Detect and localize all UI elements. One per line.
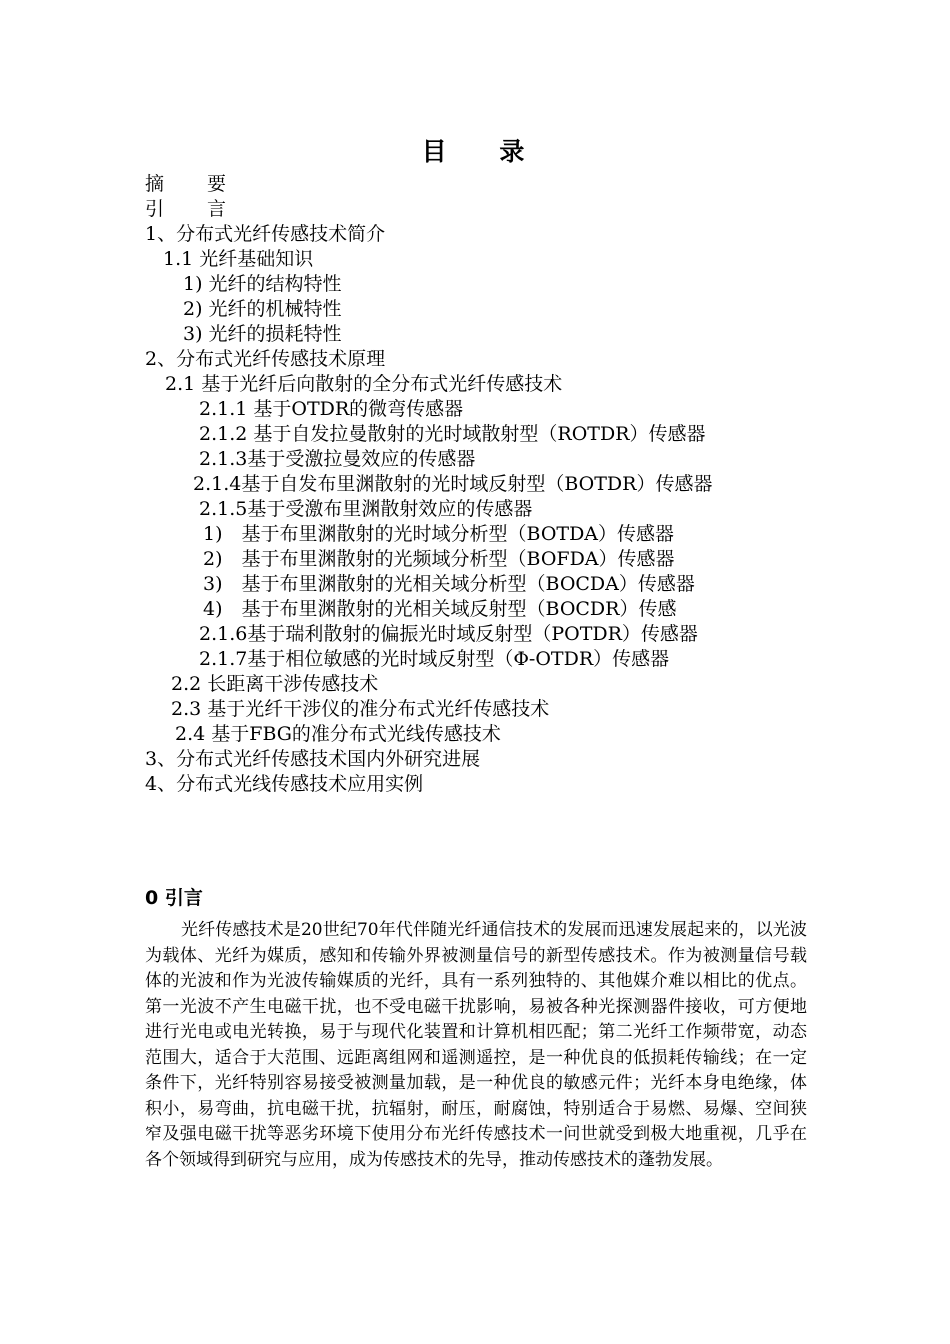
toc-entry: 2) 光纤的机械特性 (183, 298, 342, 320)
toc-entry: 1) 基于布里渊散射的光时域分析型（BOTDA）传感器 (203, 523, 675, 545)
intro-paragraph: 光纤传感技术是20世纪70年代伴随光纤通信技术的发展而迅速发展起来的，以光波为载体、光纤为媒质，感知和传输外界被测量信号的新型传感技术。作为被测量信号载体的光波和作为光波传输媒质的光纤，具有一系列独特的、其他媒介难以相比的优点。第一光波不产生电磁干扰，也不受电磁干扰影响，易被各种光探测器件接收，可方便地进行光电或电光转换，易于与现代化装置和计算机相匹配；第二光纤工作频带宽，动态范围大，适合于大范围、远距离组网和遥测遥控，是一种优良的低损耗传输线；在一定条件下，光纤特别容易接受被测量加载，是一种优良的敏感元件；光纤本身电绝缘，体积小，易弯曲，抗电磁干扰，抗辐射，耐压，耐腐蚀，特别适合于易燃、易爆、空间狭窄及强电磁干扰等恶劣环境下使用分布光纤传感技术一问世就受到极大地重视，几乎在各个领域得到研究与应用，成为传感技术的先导，推动传感技术的蓬勃发展。 (145, 920, 807, 1170)
table-of-contents (145, 172, 845, 797)
toc-entry: 4) 基于布里渊散射的光相关域反射型（BOCDR）传感 (203, 598, 677, 620)
toc-entry: 2.1.4基于自发布里渊散射的光时域反射型（BOTDR）传感器 (193, 473, 713, 495)
toc-entry: 引 言 (145, 198, 239, 220)
toc-entry: 摘 要 (145, 173, 239, 195)
toc-title: 目 录 (421, 137, 547, 166)
toc-entry: 3) 光纤的损耗特性 (183, 323, 342, 345)
toc-entry: 1、分布式光纤传感技术简介 (145, 223, 386, 245)
toc-entry: 4、分布式光线传感技术应用实例 (145, 773, 424, 795)
toc-entry: 3、分布式光纤传感技术国内外研究进展 (145, 748, 481, 770)
toc-entry: 2.1 基于光纤后向散射的全分布式光纤传感技术 (165, 373, 563, 395)
toc-entry: 2、分布式光纤传感技术原理 (145, 348, 386, 370)
toc-entry: 1) 光纤的结构特性 (183, 273, 342, 295)
toc-entry: 2.2 长距离干涉传感技术 (171, 673, 379, 695)
toc-entry: 2.1.1 基于OTDR的微弯传感器 (199, 398, 464, 420)
toc-entry: 2.1.7基于相位敏感的光时域反射型（Φ-OTDR）传感器 (199, 648, 670, 670)
toc-entry: 2.4 基于FBG的准分布式光线传感技术 (175, 723, 501, 745)
toc-entry: 2.1.5基于受激布里渊散射效应的传感器 (199, 498, 533, 520)
toc-entry: 2.3 基于光纤干涉仪的准分布式光纤传感技术 (171, 698, 550, 720)
toc-entry: 2) 基于布里渊散射的光频域分析型（BOFDA）传感器 (203, 548, 675, 570)
toc-entry: 2.1.3基于受激拉曼效应的传感器 (199, 448, 476, 470)
toc-entry: 3) 基于布里渊散射的光相关域分析型（BOCDA）传感器 (203, 573, 695, 595)
intro-heading: 0 引言 (145, 887, 203, 909)
toc-entry: 2.1.6基于瑞利散射的偏振光时域反射型（POTDR）传感器 (199, 623, 698, 645)
toc-entry: 1.1 光纤基础知识 (163, 248, 314, 270)
toc-entry: 2.1.2 基于自发拉曼散射的光时域散射型（ROTDR）传感器 (199, 423, 706, 445)
